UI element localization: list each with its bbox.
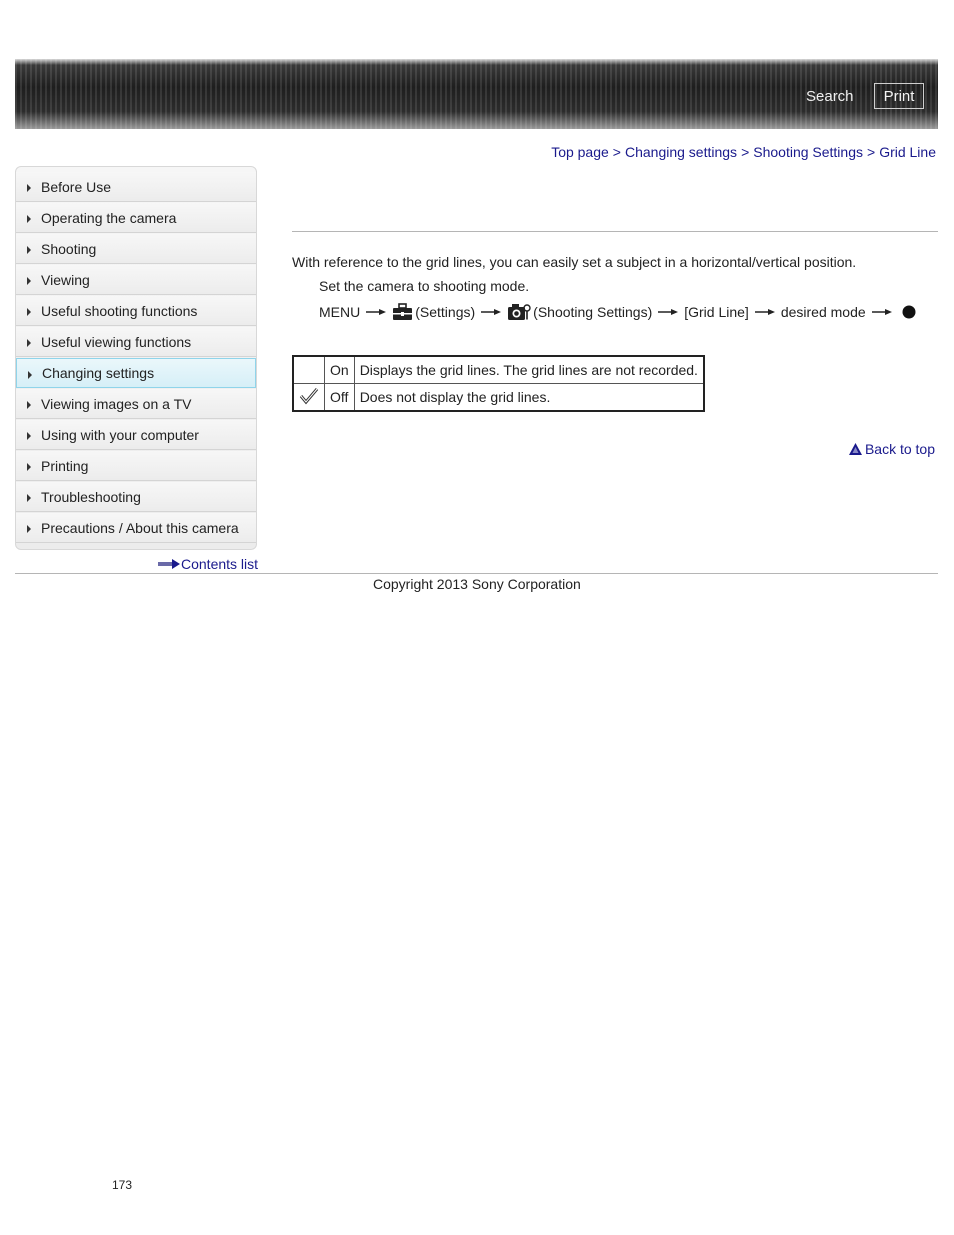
- print-button[interactable]: Print: [874, 83, 924, 109]
- sidebar-nav: [15, 166, 257, 550]
- sidebar-item-label: Useful shooting functions: [41, 302, 198, 319]
- sidebar-item-using-with-your-computer[interactable]: [16, 420, 256, 450]
- mode-name: On: [325, 356, 355, 384]
- breadcrumb-separator: >: [741, 144, 750, 160]
- sidebar-item-printing[interactable]: [16, 451, 256, 481]
- arrow-right-icon: [481, 308, 501, 316]
- arrow-right-icon: [872, 308, 892, 316]
- default-marker-cell: [293, 356, 325, 384]
- copyright-text: Copyright 2013 Sony Corporation: [373, 576, 581, 592]
- grid-line-label: [Grid Line]: [684, 304, 749, 320]
- mode-description: Displays the grid lines. The grid lines are not recorded.: [354, 356, 704, 384]
- sidebar-item-label: Precautions / About this camera: [41, 519, 239, 536]
- sidebar-item-precautions[interactable]: [16, 513, 256, 543]
- title-divider: [292, 231, 938, 232]
- sidebar-item-viewing[interactable]: [16, 265, 256, 295]
- mode-description: Does not display the grid lines.: [354, 384, 704, 412]
- header-bar: [15, 59, 938, 129]
- breadcrumb: [551, 144, 936, 160]
- footer-divider: [15, 573, 938, 574]
- sidebar-item-troubleshooting[interactable]: [16, 482, 256, 512]
- sidebar-item-label: Shooting: [41, 240, 97, 257]
- sidebar-item-label: Viewing images on a TV: [41, 395, 192, 412]
- shooting-settings-label: (Shooting Settings): [533, 304, 653, 320]
- default-marker-cell: [293, 384, 325, 412]
- page-number: 173: [112, 1178, 133, 1192]
- sidebar-item-useful-shooting-functions[interactable]: [16, 296, 256, 326]
- sidebar-item-label: Viewing: [41, 271, 90, 288]
- sidebar-item-changing-settings[interactable]: [16, 358, 256, 388]
- step-text: Set the camera to shooting mode.: [319, 278, 530, 294]
- breadcrumb-changing-settings[interactable]: Changing settings: [624, 144, 738, 160]
- triangle-right-icon: [27, 277, 31, 285]
- search-button[interactable]: Search: [806, 88, 854, 105]
- triangle-right-icon: [27, 184, 31, 192]
- breadcrumb-shooting-settings[interactable]: Shooting Settings: [753, 144, 863, 160]
- triangle-right-icon: [27, 494, 31, 502]
- triangle-right-icon: [27, 339, 31, 347]
- sidebar-item-label: Useful viewing functions: [41, 333, 192, 350]
- triangle-right-icon: [27, 308, 31, 316]
- toolbox-icon: [392, 303, 413, 321]
- breadcrumb-grid-line[interactable]: Grid Line: [879, 144, 936, 160]
- arrow-right-icon: [366, 308, 386, 316]
- menu-label: MENU: [319, 304, 361, 320]
- breadcrumb-separator: >: [612, 144, 621, 160]
- desired-mode-label: desired mode: [780, 304, 866, 320]
- sidebar-item-label: Changing settings: [42, 365, 155, 381]
- triangle-right-icon: [27, 401, 31, 409]
- contents-list-link[interactable]: [158, 556, 258, 572]
- grid-line-modes-table: [292, 355, 705, 412]
- sidebar-item-before-use[interactable]: [16, 172, 256, 202]
- triangle-right-icon: [28, 371, 32, 379]
- checkmark-icon: [299, 387, 319, 405]
- triangle-right-icon: [27, 432, 31, 440]
- sidebar-item-label: Before Use: [41, 178, 112, 195]
- menu-path: [319, 300, 916, 324]
- breadcrumb-top-page[interactable]: Top page: [551, 144, 609, 160]
- sidebar-item-shooting[interactable]: [16, 234, 256, 264]
- sidebar-item-operating-the-camera[interactable]: [16, 203, 256, 233]
- arrow-right-icon: [158, 559, 180, 569]
- breadcrumb-separator: >: [867, 144, 876, 160]
- settings-label: (Settings): [415, 304, 476, 320]
- triangle-right-icon: [27, 463, 31, 471]
- back-to-top-label: Back to top: [864, 441, 935, 457]
- sidebar-item-label: Operating the camera: [41, 209, 177, 226]
- intro-text: With reference to the grid lines, you can easily set a subject in a horizontal/vertical position.: [292, 254, 857, 270]
- sidebar-item-viewing-images-on-a-tv[interactable]: [16, 389, 256, 419]
- sidebar-item-label: Using with your computer: [41, 426, 199, 443]
- triangle-right-icon: [27, 215, 31, 223]
- table-row: [293, 356, 704, 384]
- table-row: [293, 384, 704, 412]
- triangle-right-icon: [27, 246, 31, 254]
- camera-settings-icon: [507, 303, 531, 321]
- sidebar-item-label: Printing: [41, 457, 89, 474]
- contents-list-label: Contents list: [181, 556, 259, 572]
- arrow-right-icon: [755, 308, 775, 316]
- filled-circle-icon: [902, 305, 916, 319]
- triangle-right-icon: [27, 525, 31, 533]
- back-to-top-link[interactable]: [849, 441, 935, 457]
- arrow-right-icon: [658, 308, 678, 316]
- triangle-up-icon: [849, 443, 862, 455]
- sidebar-item-useful-viewing-functions[interactable]: [16, 327, 256, 357]
- sidebar-item-label: Troubleshooting: [41, 488, 141, 505]
- mode-name: Off: [325, 384, 355, 412]
